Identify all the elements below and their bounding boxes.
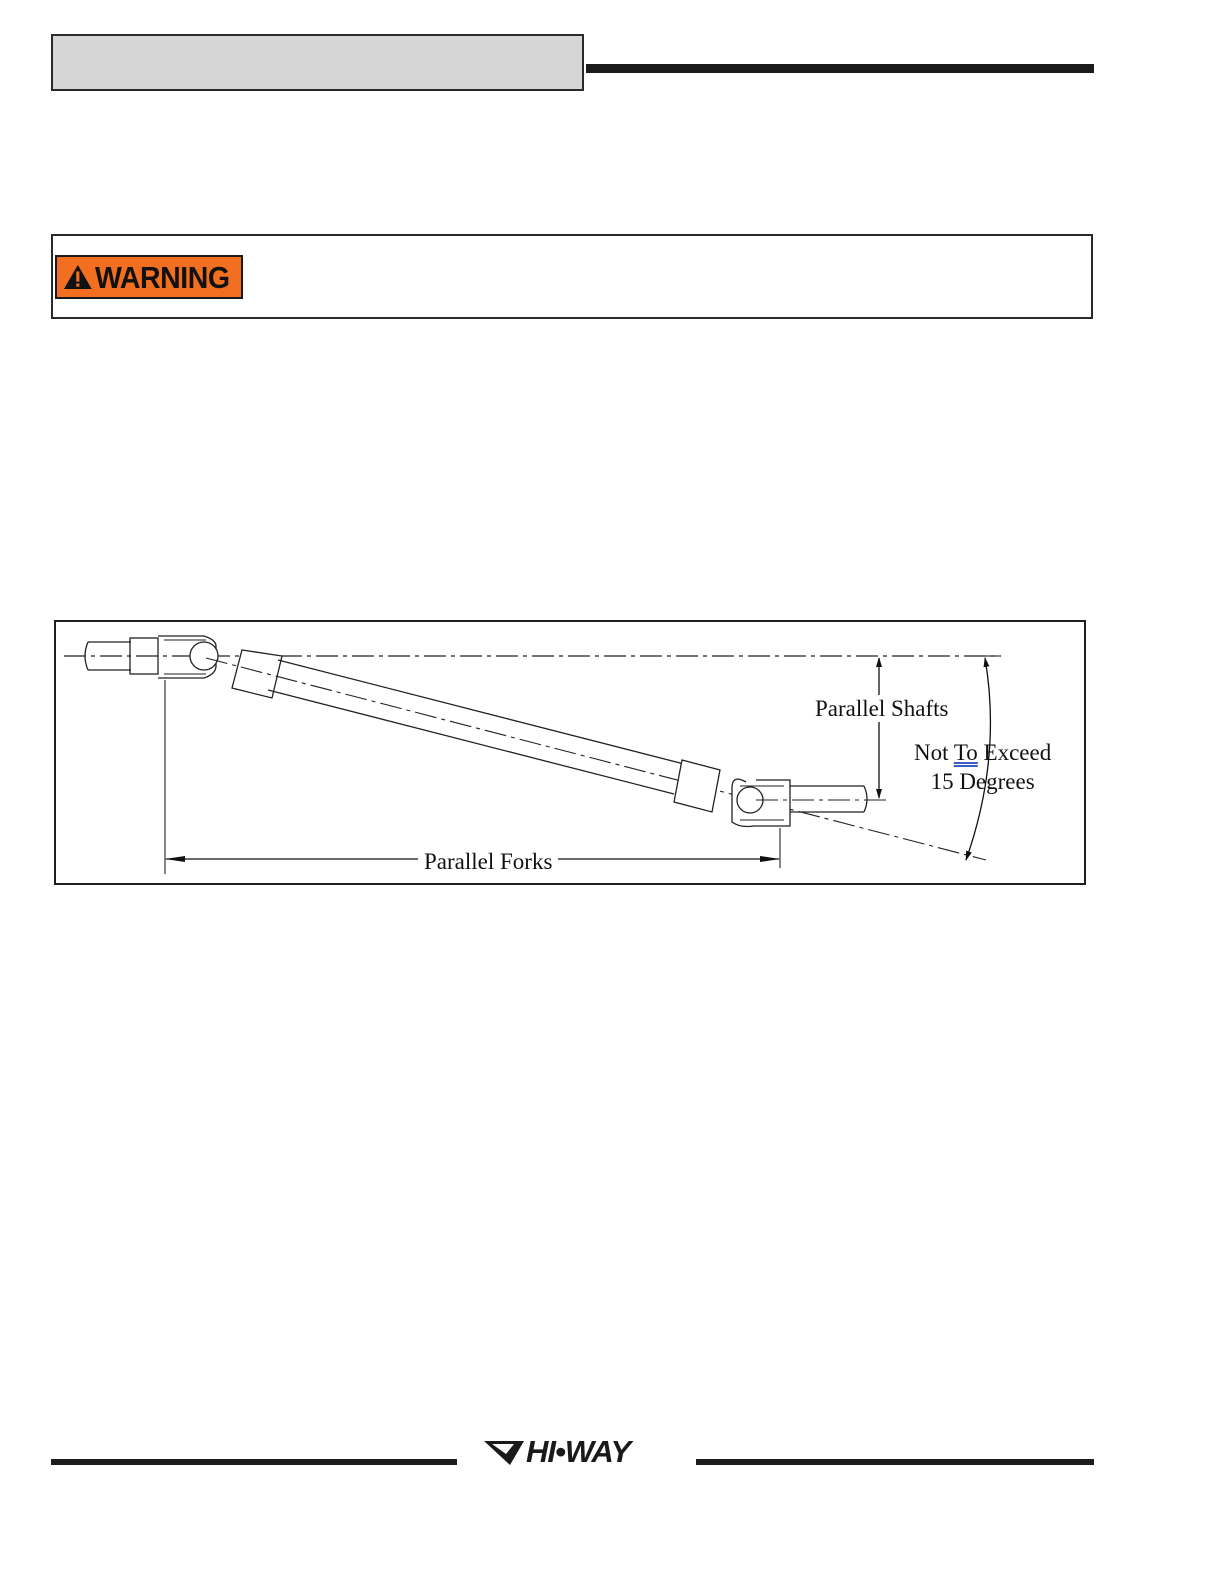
warning-triangle-icon [63, 263, 93, 291]
parallel-forks-label: Parallel Forks [418, 850, 558, 873]
warning-badge [55, 255, 243, 299]
hiway-bird-logo-icon [484, 1438, 524, 1466]
u-joint-diagram [54, 620, 1086, 885]
degrees-text: 15 Degrees [930, 769, 1035, 794]
section-header-box [51, 34, 584, 91]
footer-rule-right [696, 1459, 1094, 1465]
to-text: To [953, 740, 978, 765]
not-text: Not [914, 740, 954, 765]
parallel-shafts-label: Parallel Shafts [815, 696, 949, 721]
footer-rule-left [51, 1459, 457, 1465]
hiway-logo [484, 1436, 630, 1468]
hiway-logo-text: HI•WAY [526, 1434, 631, 1469]
exceed-text: Exceed [977, 740, 1052, 765]
header-rule [586, 64, 1094, 73]
angle-limit-label [914, 738, 1051, 796]
warning-label: WARNING [94, 259, 230, 295]
warning-box [51, 234, 1093, 319]
